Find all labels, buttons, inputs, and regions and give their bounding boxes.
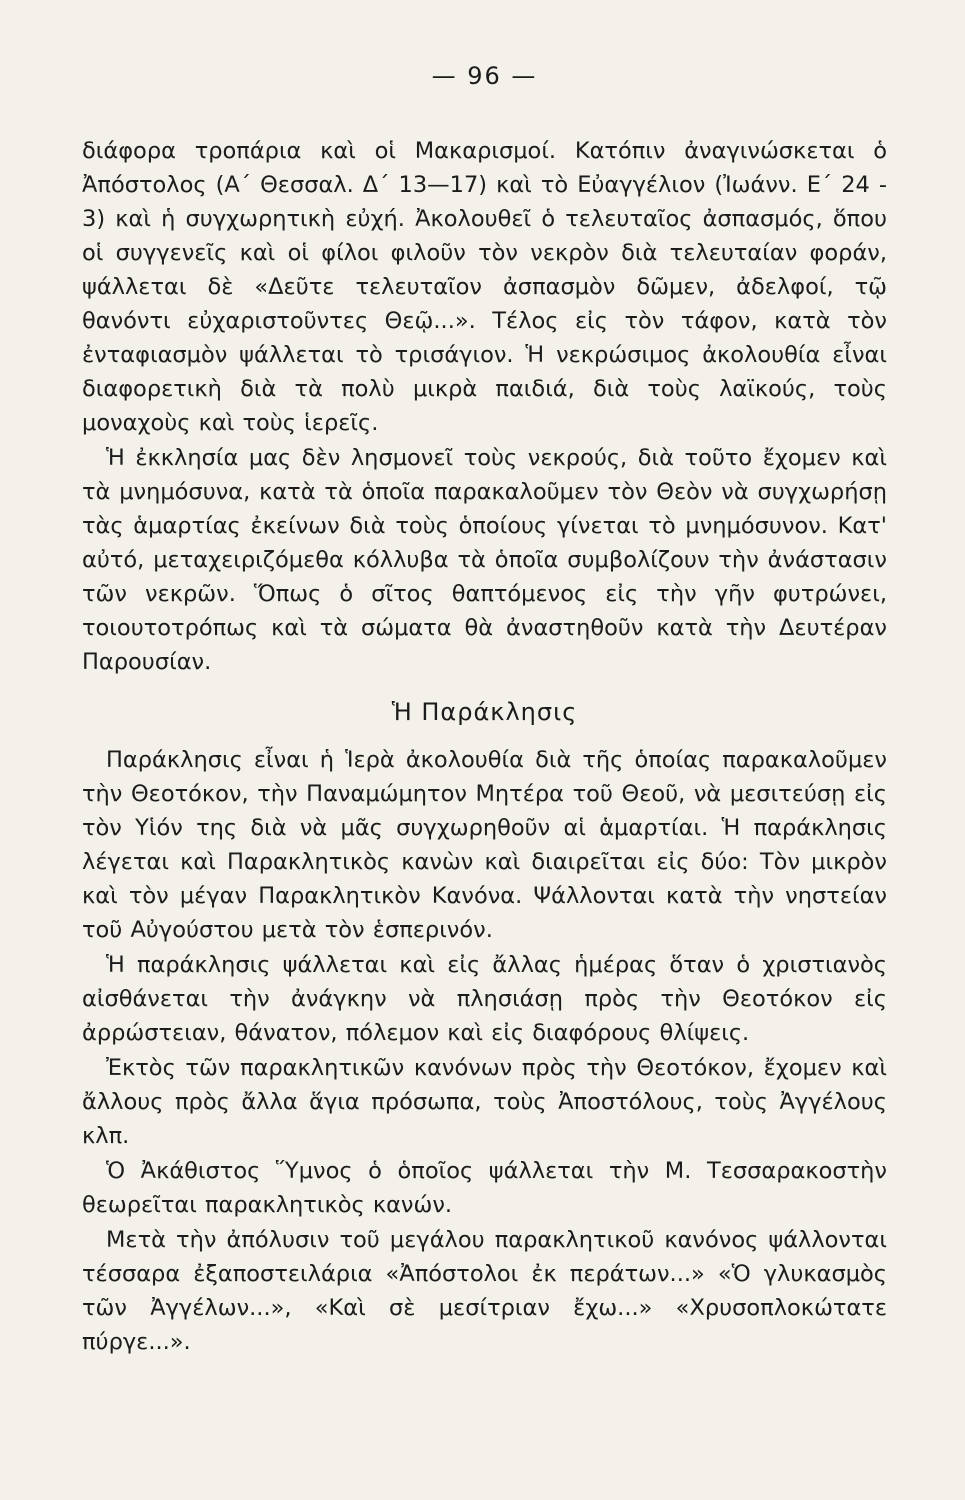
page-number: — 96 — — [431, 62, 538, 90]
paragraph-exapostilaria: Μετὰ τὴν ἀπόλυσιν τοῦ μεγάλου παρακλητικοῦ κανόνος ψάλλονται τέσσαρα ἐξαποστειλάρια «Ἀπόστολοι ἐκ περάτων...» «Ὁ γλυκασμὸς τῶν Ἀγγέλων...», «Καὶ σὲ μεσίτριαν ἔχω...» «Χρυσοπλοκώτατε πύργε...». — [82, 1227, 887, 1355]
paragraph-akathist-hymn: Ὁ Ἀκάθιστος Ὕμνος ὁ ὁποῖος ψάλλεται τὴν Μ. Τεσσαρακοστὴν θεωρεῖται παρακλητικὸς κανών. — [82, 1158, 887, 1218]
section-heading: Ἡ Παράκλησις — [391, 698, 578, 726]
paragraph-funeral-service: διάφορα τροπάρια καὶ οἱ Μακαρισμοί. Κατόπιν ἀναγινώσκεται ὁ Ἀπόστολος (Α΄ Θεσσαλ. Δ΄ 13—17) καὶ τὸ Εὐαγγέλιον (Ἰωάνν. Ε΄ 24 - 3) καὶ ἡ συγχωρητικὴ εὐχή. Ἀκολουθεῖ ὁ τελευταῖος ἀσπασμός, ὅπου οἱ συγγενεῖς καὶ οἱ φίλοι φιλοῦν τὸν νεκρὸν διὰ τελευταίαν φοράν, ψάλλεται δὲ «Δεῦτε τελευταῖον ἀσπασμὸν δῶμεν, ἀδελφοί, τῷ θανόντι εὐχαριστοῦντες Θεῷ...». Τέλος εἰς τὸν τάφον, κατὰ τὸν ἐνταφιασμὸν ψάλλεται τὸ τρισάγιον. Ἡ νεκρώσιμος ἀκολουθία εἶναι διαφορετικὴ διὰ τὰ πολὺ μικρὰ παιδιά, διὰ τοὺς λαϊκούς, τοὺς μοναχοὺς καὶ τοὺς ἱερεῖς. — [82, 138, 887, 436]
paragraph-memorials: Ἡ ἐκκλησία μας δὲν λησμονεῖ τοὺς νεκρούς, διὰ τοῦτο ἔχομεν καὶ τὰ μνημόσυνα, κατὰ τὰ ὁποῖα παρακαλοῦμεν τὸν Θεὸν νὰ συγχωρήσῃ τὰς ἁμαρτίας ἐκείνων διὰ τοὺς ὁποίους γίνεται τὸ μνημόσυνον. Κατ' αὐτό, μεταχειριζόμεθα κόλλυβα τὰ ὁποῖα συμβολίζουν τὴν ἀνάστασιν τῶν νεκρῶν. Ὅπως ὁ σῖτος θαπτόμενος εἰς τὴν γῆν φυτρώνει, τοιουτοτρόπως καὶ τὰ σώματα θὰ ἀναστηθοῦν κατὰ τὴν Δευτέραν Παρουσίαν. — [82, 445, 887, 675]
paragraph-paraklesis-definition: Παράκλησις εἶναι ἡ Ἱερὰ ἀκολουθία διὰ τῆς ὁποίας παρακαλοῦμεν τὴν Θεοτόκον, τὴν Παναμώμητον Μητέρα τοῦ Θεοῦ, νὰ μεσιτεύσῃ εἰς τὸν Υἱόν της διὰ νὰ μᾶς συγχωρηθοῦν αἱ ἁμαρτίαι. Ἡ παράκλησις λέγεται καὶ Παρακλητικὸς κανὼν καὶ διαιρεῖται εἰς δύο: Τὸν μικρὸν καὶ τὸν μέγαν Παρακλητικὸν Κανόνα. Ψάλλονται κατὰ τὴν νηστείαν τοῦ Αὐγούστου μετὰ τὸν ἑσπερινόν. — [82, 747, 887, 943]
paragraph-other-canons: Ἐκτὸς τῶν παρακλητικῶν κανόνων πρὸς τὴν Θεοτόκον, ἔχομεν καὶ ἄλλους πρὸς ἄλλα ἅγια πρόσωπα, τοὺς Ἀποστόλους, τοὺς Ἀγγέλους κλπ. — [82, 1055, 887, 1149]
paragraph-paraklesis-other-days: Ἡ παράκλησις ψάλλεται καὶ εἰς ἄλλας ἡμέρας ὅταν ὁ χριστιανὸς αἰσθάνεται τὴν ἀνάγκην νὰ πλησιάσῃ πρὸς τὴν Θεοτόκον εἰς ἀρρώστειαν, θάνατον, πόλεμον καὶ εἰς διαφόρους θλίψεις. — [82, 952, 887, 1046]
